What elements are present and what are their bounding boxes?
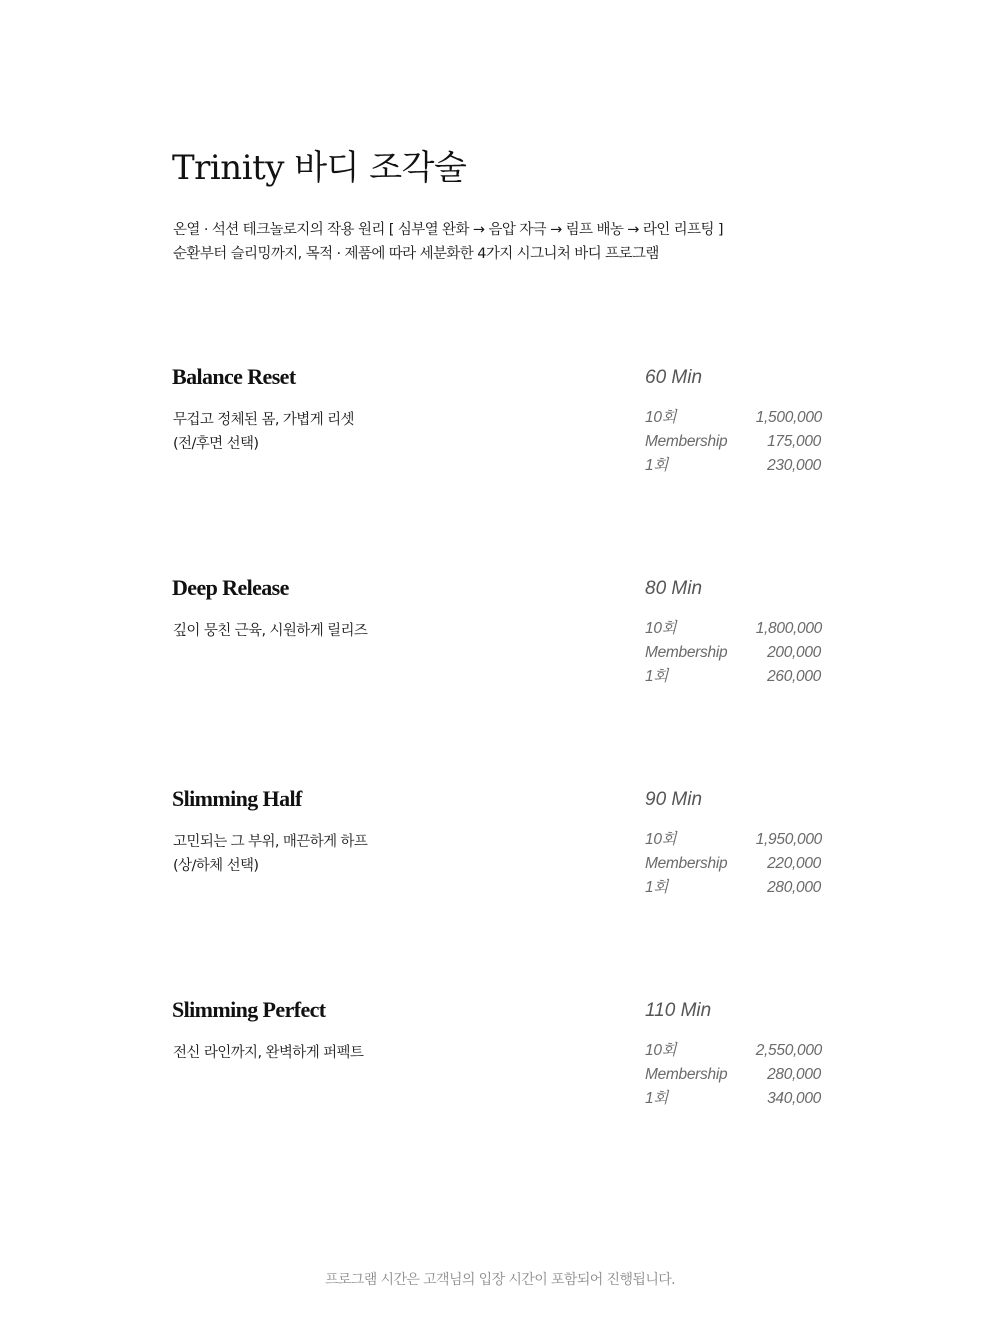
price-row bbox=[645, 828, 825, 852]
program-description bbox=[173, 619, 367, 643]
description-line: 깊이 뭉친 근육, 시원하게 릴리즈 bbox=[173, 623, 368, 639]
price-table bbox=[645, 828, 825, 900]
price-label: 1회 bbox=[645, 668, 668, 685]
price-value: 280,000 bbox=[767, 1066, 821, 1083]
program-duration: 110 Min bbox=[645, 1000, 712, 1021]
price-row bbox=[645, 876, 825, 900]
price-label: Membership bbox=[645, 1066, 728, 1083]
price-value: 200,000 bbox=[767, 644, 821, 661]
price-value: 280,000 bbox=[767, 879, 821, 896]
price-value: 175,000 bbox=[767, 433, 821, 450]
price-label: 10회 bbox=[645, 1042, 677, 1059]
price-row bbox=[645, 1087, 825, 1111]
program-slimming-half bbox=[0, 784, 1000, 924]
price-label: 1회 bbox=[645, 457, 668, 474]
description-line: 전신 라인까지, 완벽하게 퍼펙트 bbox=[173, 1045, 364, 1061]
price-row bbox=[645, 1063, 825, 1087]
price-row bbox=[645, 641, 825, 665]
price-label: 10회 bbox=[645, 620, 677, 637]
program-name: Slimming Perfect bbox=[172, 997, 326, 1022]
price-row bbox=[645, 665, 825, 689]
description-line: 고민되는 그 부위, 매끈하게 하프 bbox=[173, 834, 368, 850]
intro-line: 온열 · 석션 테크놀로지의 작용 원리 [ 심부열 완화 → 음압 자극 → 림프 배농 → 라인 리프팅 ] bbox=[173, 222, 723, 238]
program-duration: 80 Min bbox=[645, 578, 703, 599]
price-label: Membership bbox=[645, 644, 728, 661]
price-value: 260,000 bbox=[767, 668, 821, 685]
description-line: 무겁고 정체된 몸, 가볍게 리셋 bbox=[173, 412, 354, 428]
program-description bbox=[173, 830, 367, 878]
price-label: 1회 bbox=[645, 1090, 668, 1107]
price-table bbox=[645, 1039, 825, 1111]
price-row bbox=[645, 852, 825, 876]
program-description bbox=[173, 408, 354, 456]
price-row bbox=[645, 430, 825, 454]
price-table bbox=[645, 617, 825, 689]
price-value: 1,800,000 bbox=[755, 620, 822, 637]
price-row bbox=[645, 1039, 825, 1063]
price-value: 340,000 bbox=[767, 1090, 821, 1107]
description-line: (전/후면 선택) bbox=[173, 436, 259, 452]
price-table bbox=[645, 406, 825, 478]
intro-line: 순환부터 슬리밍까지, 목적 · 제품에 따라 세분화한 4가지 시그니처 바디 프로그램 bbox=[173, 246, 659, 262]
page-title: Trinity 바디 조각술 bbox=[172, 148, 467, 188]
description-line: (상/하체 선택) bbox=[173, 858, 259, 874]
program-description bbox=[173, 1041, 363, 1065]
price-label: 10회 bbox=[645, 831, 677, 848]
program-name: Slimming Half bbox=[172, 786, 302, 811]
program-duration: 60 Min bbox=[645, 367, 703, 388]
price-row bbox=[645, 406, 825, 430]
program-slimming-perfect bbox=[0, 995, 1000, 1135]
price-value: 230,000 bbox=[767, 457, 821, 474]
price-value: 220,000 bbox=[767, 855, 821, 872]
program-duration: 90 Min bbox=[645, 789, 703, 810]
price-value: 1,950,000 bbox=[755, 831, 822, 848]
price-label: Membership bbox=[645, 855, 728, 872]
program-name: Deep Release bbox=[172, 575, 289, 600]
program-name: Balance Reset bbox=[172, 364, 296, 389]
footer-note: 프로그램 시간은 고객님의 입장 시간이 포함되어 진행됩니다. bbox=[324, 1272, 676, 1288]
price-value: 2,550,000 bbox=[755, 1042, 822, 1059]
price-value: 1,500,000 bbox=[755, 409, 822, 426]
price-label: 1회 bbox=[645, 879, 668, 896]
program-balance-reset bbox=[0, 362, 1000, 502]
price-label: Membership bbox=[645, 433, 728, 450]
price-row bbox=[645, 454, 825, 478]
intro-text bbox=[173, 218, 873, 266]
price-row bbox=[645, 617, 825, 641]
price-label: 10회 bbox=[645, 409, 677, 426]
program-deep-release bbox=[0, 573, 1000, 713]
